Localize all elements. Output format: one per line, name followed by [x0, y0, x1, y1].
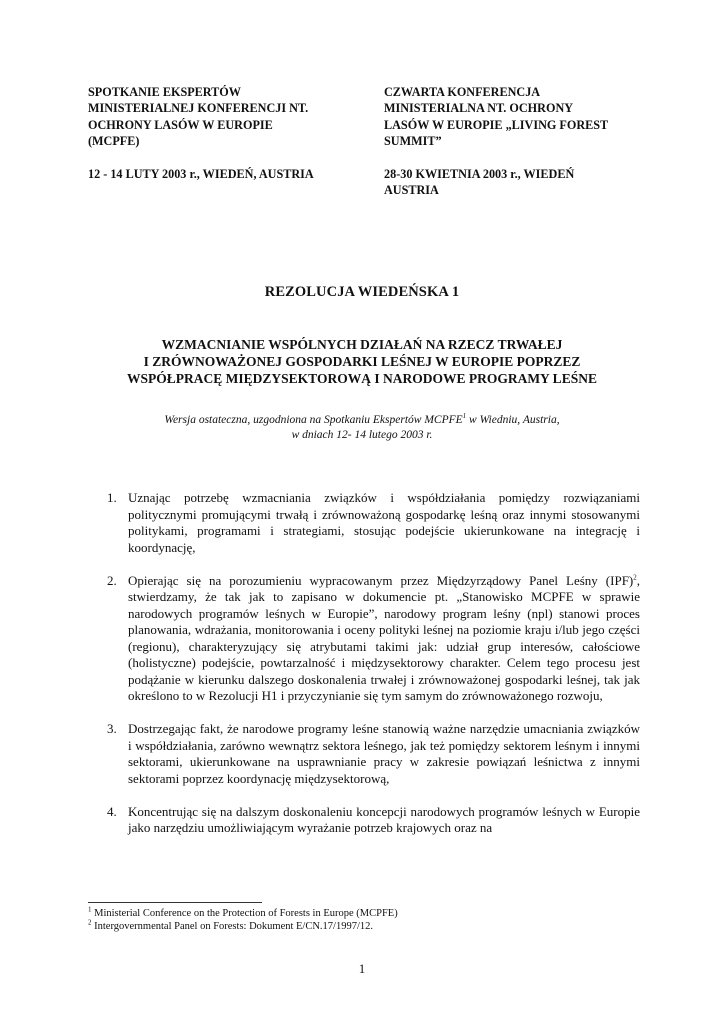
resolution-items: [107, 490, 640, 853]
list-item: [107, 721, 640, 787]
list-item: [107, 804, 640, 837]
subtitle-line: WZMACNIANIE WSPÓLNYCH DZIAŁAŃ NA RZECZ TRWAŁEJ: [161, 337, 563, 352]
footnote-text: Intergovernmental Panel on Forests: Dokument E/CN.17/1997/12.: [91, 921, 374, 932]
page-number: 1: [358, 961, 366, 976]
footnote-ref-1: 1: [462, 412, 467, 421]
header-left-line: (MCPFE): [88, 134, 140, 149]
version-line-2: w dniach 12- 14 lutego 2003 r.: [291, 428, 433, 441]
header-left-line: MINISTERIALNEJ KONFERENCJI NT.: [88, 101, 309, 116]
footnote-number: 2: [88, 918, 92, 927]
document-header: [88, 84, 654, 198]
header-right-line: MINISTERIALNA NT. OCHRONY: [384, 101, 574, 116]
header-right-block: [384, 84, 634, 198]
document-title: REZOLUCJA WIEDEŃSKA 1: [264, 284, 460, 300]
header-right-line: SUMMIT”: [384, 134, 442, 149]
item-text: [128, 573, 640, 705]
item-text: Dostrzegając fakt, że narodowe programy leśne stanowią ważne narzędzie umacniania związków i współdziałania, zarówno wewnątrz sektora leśnego, jak też pomiędzy sektorem leśnym i innymi sektorami, ukierunkowane na usprawnianie pracy w zakresie powiązań leśnictwa z innymi sektorami poprzez koordynację międzysektorową,: [128, 721, 640, 786]
header-right-date-line: AUSTRIA: [384, 183, 439, 198]
header-left-date: 12 - 14 LUTY 2003 r., WIEDEŃ, AUSTRIA: [88, 166, 314, 181]
footnote-text: Ministerial Conference on the Protection of Forests in Europe (MCPFE): [91, 908, 398, 919]
subtitle-line: I ZRÓWNOWAŻONEJ GOSPODARKI LEŚNEJ W EUROPIE POPRZEZ: [143, 354, 581, 369]
subtitle-line: WSPÓŁPRACĘ MIĘDZYSEKTOROWĄ I NARODOWE PROGRAMY LEŚNE: [127, 371, 597, 386]
footnotes: [88, 907, 398, 933]
item-text-part: , stwierdzamy, że tak jak to zapisano w dokumencie pt. „Stanowisko MCPFE w sprawie narodowych programów leśnych w Europie”, narodowy program leśny (npl) stanowi proces planowania, wdrażania, monitorowania i oceny polityki leśnej na poziomie kraju i/lub jego części (regionu), charakteryzujący się atrybutami takimi jak: udział grup interesów, całościowe (holistyczne) podejście, powtarzalność i międzysektorowy charakter. Celem tego procesu jest podążanie w kierunku dalszego doskonalenia trwałej i zrównoważonej gospodarki leśnej, tak jak określono to w Rezolucji H1 i przyczynianie się tym samym do zrównoważonego rozwoju,: [128, 572, 640, 703]
header-left-block: [88, 84, 384, 198]
header-right-date-line: 28-30 KWIETNIA 2003 r., WIEDEŃ: [384, 166, 575, 181]
list-item: [107, 573, 640, 705]
item-text-part: Opierając się na porozumieniu wypracowanym przez Międzyrządowy Panel Leśny (IPF): [128, 572, 634, 588]
version-note: [120, 413, 604, 442]
item-number: 1.: [107, 490, 117, 505]
item-text: Uznając potrzebę wzmacniania związków i współdziałania pomiędzy rozwiązaniami politycznymi promującymi trwałą i zrównoważoną gospodarkę leśną oraz innymi stosowanymi politykami, programami i strategiami, stosując podejście ukierunkowane na integrację i koordynację,: [128, 490, 640, 555]
header-left-line: SPOTKANIE EKSPERTÓW: [88, 85, 241, 99]
document-subtitle: [70, 336, 654, 387]
footnote-ref-2: 2: [633, 573, 637, 582]
item-number: 2.: [107, 572, 117, 588]
header-right-line: CZWARTA KONFERENCJA: [384, 85, 541, 99]
item-number: 4.: [107, 803, 117, 819]
footnote-divider: [88, 902, 262, 903]
header-right-date: [384, 166, 634, 199]
version-text-location: w Wiedniu, Austria,: [466, 414, 560, 426]
footnote: [88, 907, 398, 920]
item-number: 3.: [107, 721, 117, 736]
footnote: [88, 920, 398, 933]
item-text: Koncentrując się na dalszym doskonaleniu koncepcji narodowych programów leśnych w Europie jako narzędziu umożliwiającym wyrażanie potrzeb krajowych oraz na: [128, 803, 640, 835]
header-left-line: OCHRONY LASÓW W EUROPIE: [88, 117, 273, 132]
version-line-1: [120, 413, 604, 428]
footnote-number: 1: [88, 905, 92, 914]
header-right-line: LASÓW W EUROPIE „LIVING FOREST: [384, 117, 609, 132]
version-text: Wersja ostateczna, uzgodniona na Spotkaniu Ekspertów MCPFE: [164, 414, 463, 426]
list-item: [107, 490, 640, 556]
